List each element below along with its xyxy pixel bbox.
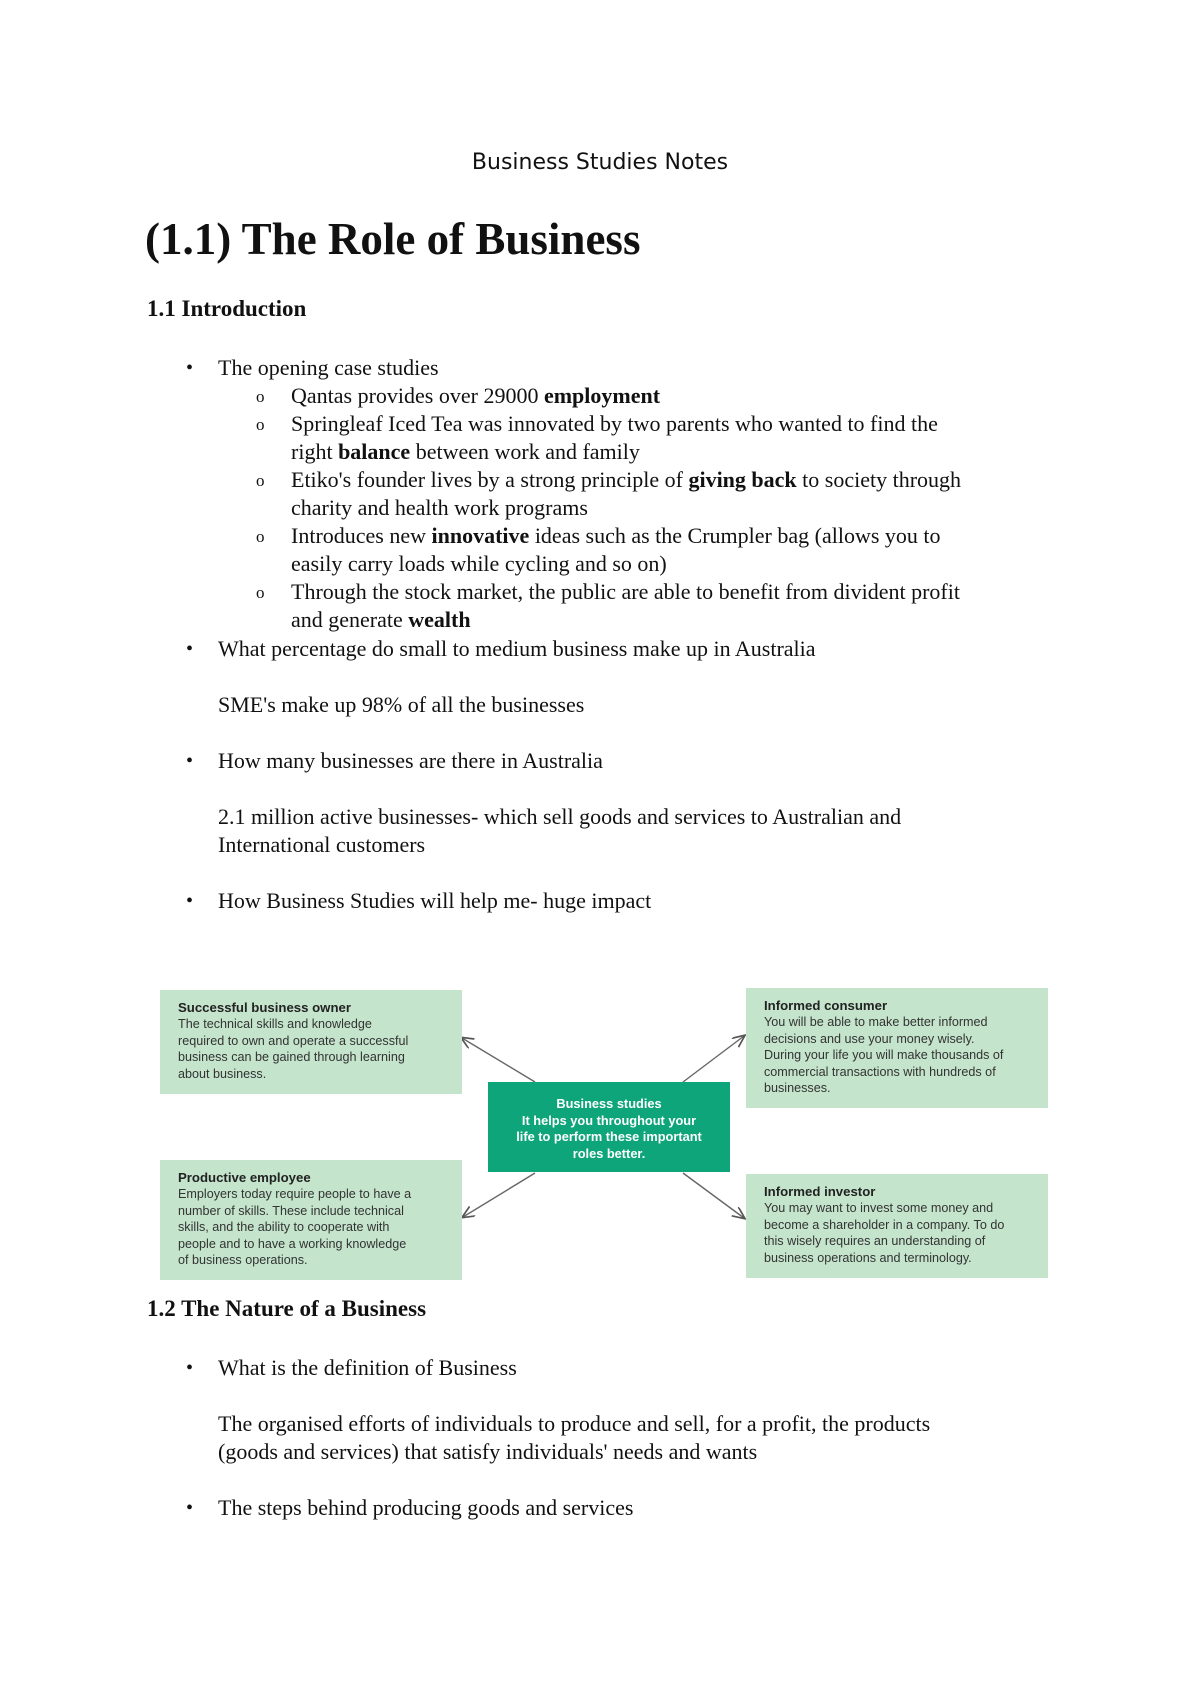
sub-item-qantas: Qantas provides over 29000 employment	[291, 383, 661, 408]
box-successful-business-owner: Successful business owner The technical skills and knowledge required to own and operate a successful business can be gained through learning about business.	[160, 990, 462, 1094]
section-heading-nature: 1.2 The Nature of a Business	[147, 1296, 427, 1321]
answer-count-line2: International customers	[218, 832, 426, 857]
arrow-to-investor	[683, 1173, 744, 1218]
answer-definition-line1: The organised efforts of individuals to produce and sell, for a profit, the products	[218, 1411, 931, 1436]
sub-bullet-icon: o	[256, 583, 265, 602]
sub-item-etiko-line2: charity and health work programs	[291, 495, 588, 520]
box-title: Informed investor	[764, 1184, 876, 1199]
answer-count-line1: 2.1 million active businesses- which sell goods and services to Australian and	[218, 804, 902, 829]
bullet-icon: •	[186, 1497, 194, 1519]
answer-percentage: SME's make up 98% of all the businesses	[218, 692, 585, 717]
sub-bullet-icon: o	[256, 387, 265, 406]
bullet-icon: •	[186, 638, 194, 660]
sub-item-crumpler-line2: easily carry loads while cycling and so on)	[291, 551, 667, 576]
sub-item-crumpler-line1: Introduces new innovative ideas such as the Crumpler bag (allows you to	[291, 523, 941, 548]
bullet-icon: •	[186, 750, 194, 772]
box-title: Successful business owner	[178, 1000, 351, 1015]
list-item-percentage-question: What percentage do small to medium business make up in Australia	[218, 636, 816, 661]
box-title: Informed consumer	[764, 998, 888, 1013]
sub-bullet-icon: o	[256, 471, 265, 490]
sub-item-springleaf-line2: right balance between work and family	[291, 439, 640, 464]
bullet-icon: •	[186, 357, 194, 379]
box-informed-investor: Informed investor You may want to invest some money and become a shareholder in a company. To do this wisely requires an understanding of business operations and terminology.	[746, 1174, 1048, 1278]
section-heading-intro: 1.1 Introduction	[147, 296, 307, 321]
bullet-icon: •	[186, 890, 194, 912]
arrow-to-owner	[462, 1038, 535, 1082]
list-item-steps-question: The steps behind producing goods and services	[218, 1495, 634, 1520]
sub-bullet-icon: o	[256, 415, 265, 434]
sub-item-stock-line2: and generate wealth	[291, 607, 471, 632]
sub-item-etiko-line1: Etiko's founder lives by a strong principle of giving back to society through	[291, 467, 962, 492]
arrow-to-employee	[463, 1173, 535, 1217]
box-title: Productive employee	[178, 1170, 311, 1185]
sub-item-stock-line1: Through the stock market, the public are able to benefit from divident profit	[291, 579, 960, 604]
bullet-icon: •	[186, 1357, 194, 1379]
list-item-count-question: How many businesses are there in Australia	[218, 748, 603, 773]
answer-definition-line2: (goods and services) that satisfy individuals' needs and wants	[218, 1439, 758, 1464]
box-business-studies-center: Business studies It helps you throughout your life to perform these important roles better.	[488, 1082, 730, 1172]
sub-item-springleaf-line1: Springleaf Iced Tea was innovated by two parents who wanted to find the	[291, 411, 938, 436]
list-item-help-question: How Business Studies will help me- huge impact	[218, 888, 652, 913]
list-item-case-studies: The opening case studies	[218, 355, 439, 380]
arrow-to-consumer	[683, 1036, 744, 1082]
box-productive-employee: Productive employee Employers today require people to have a number of skills. These include technical skills, and the ability to cooperate with people and to have a working knowledge of business operations.	[160, 1160, 462, 1280]
box-informed-consumer: Informed consumer You will be able to make better informed decisions and use your money wisely. During your life you will make thousands of commercial transactions with hundreds of businesses.	[746, 988, 1048, 1108]
sub-bullet-icon: o	[256, 527, 265, 546]
page-title: (1.1) The Role of Business	[145, 214, 641, 264]
list-item-definition-question: What is the definition of Business	[218, 1355, 517, 1380]
page-header: Business Studies Notes	[471, 150, 729, 175]
